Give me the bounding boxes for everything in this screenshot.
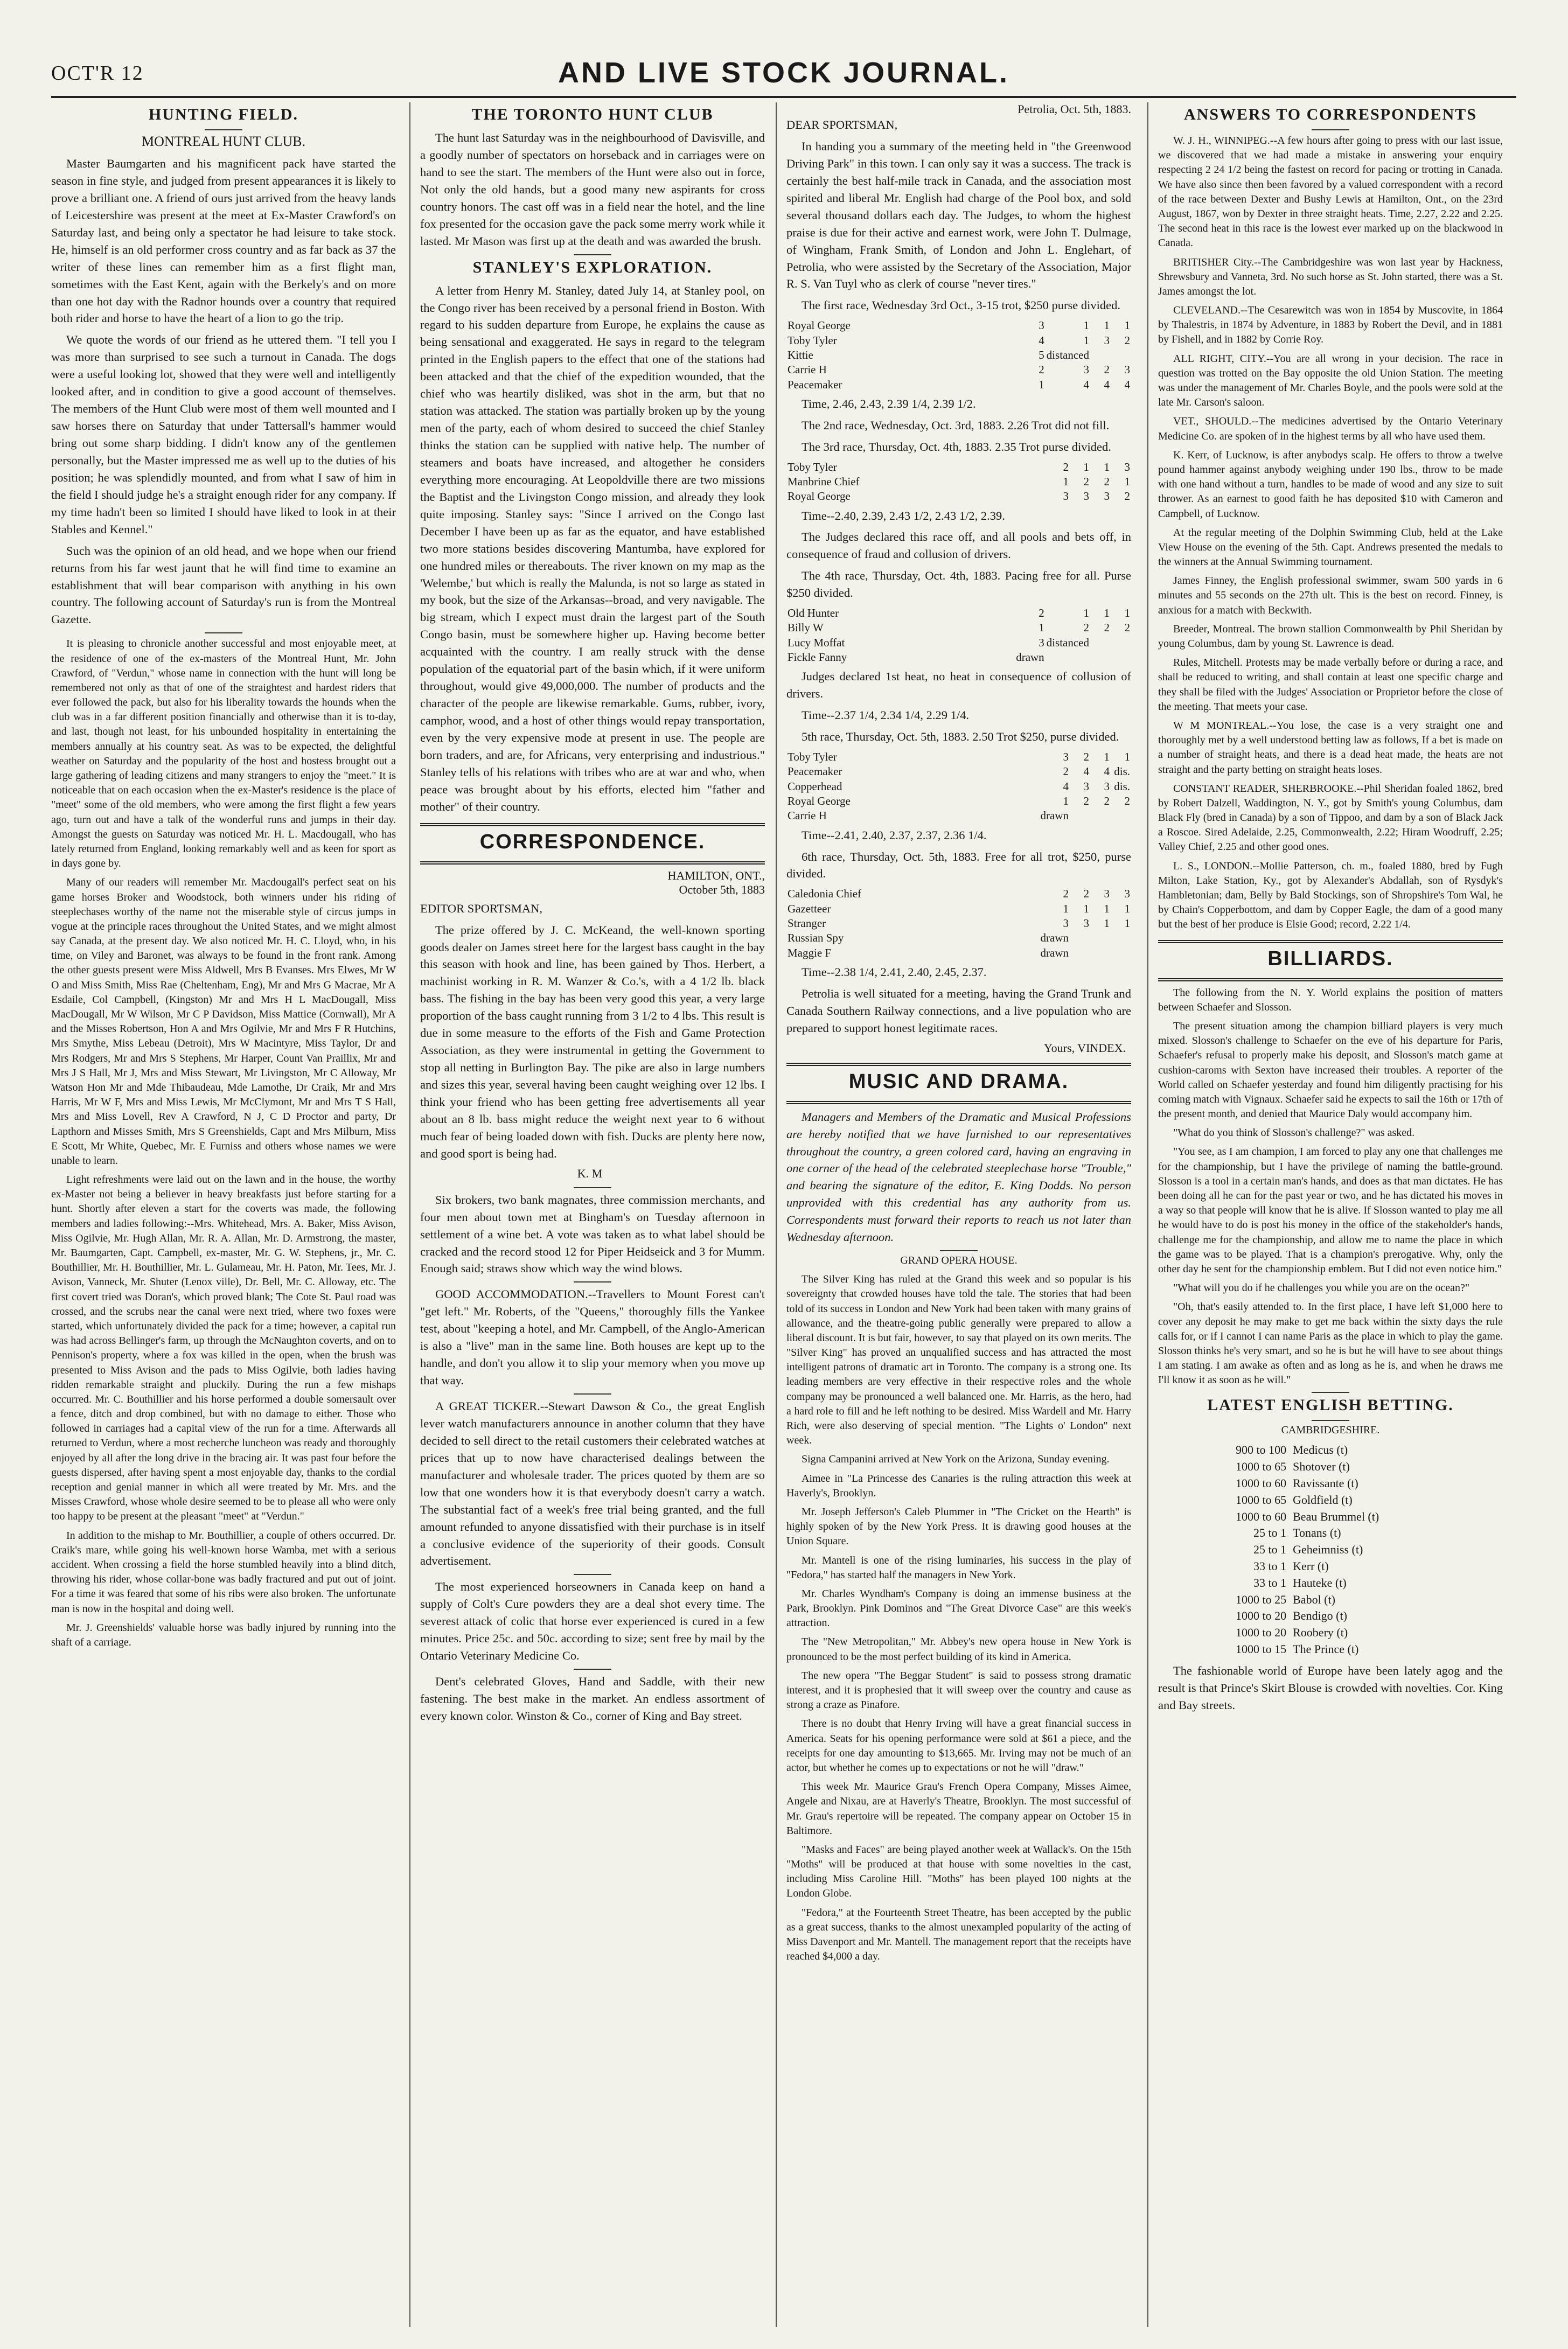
betting-odds: 1000 to 20 bbox=[1236, 1609, 1287, 1623]
heat-result bbox=[1111, 650, 1131, 665]
heat-result: 2 bbox=[1083, 750, 1089, 764]
betting-row bbox=[1158, 1608, 1503, 1625]
billiards-items bbox=[1158, 986, 1503, 1388]
horse-name: Toby Tyler bbox=[788, 750, 837, 764]
paragraph: Dent's celebrated Gloves, Hand and Saddle, with their new fastening. The best make in the market. An endless assortment of every known color. Winston & Co., corner of King and Bay street. bbox=[420, 1675, 765, 1723]
betting-horse: Ravissante (t) bbox=[1293, 1476, 1358, 1490]
heat-result: 3 bbox=[1083, 490, 1089, 503]
paragraph: At the regular meeting of the Dolphin Swimming Club, held at the Lake View House on the evening of the 5th. Capt. Andrews presented the medals to the winners at the Annual Swimming tournament. bbox=[1158, 526, 1503, 568]
heat-result: 1 bbox=[1083, 333, 1089, 347]
race-row bbox=[786, 794, 1131, 808]
betting-horse: Shotover (t) bbox=[1293, 1460, 1350, 1474]
heat-result: 2 bbox=[1104, 621, 1110, 635]
letter-salutation: DEAR SPORTSMAN, bbox=[786, 118, 898, 131]
race-row bbox=[786, 489, 1131, 504]
betting-row bbox=[1158, 1509, 1503, 1525]
paragraph: The fashionable world of Europe have been lately agog and the result is that Prince's Skirt Blouse is crowded with novelties. Cor. King and Bay streets. bbox=[1158, 1663, 1503, 1712]
heat-result: distanced bbox=[1046, 636, 1089, 649]
heat-result: 3 bbox=[1083, 363, 1089, 377]
horse-name: Gazetteer bbox=[788, 902, 831, 915]
paragraph: Mr. J. Greenshields' valuable horse was badly injured by running into the shaft of a carriage. bbox=[51, 1621, 396, 1648]
paragraph: The new opera "The Beggar Student" is said to possess strong dramatic interest, and it is prophesied that it will sweep over the country and cause as strong a craze as Pinafore. bbox=[786, 1669, 1131, 1711]
heat-result: 2 bbox=[1083, 621, 1089, 635]
letter-dateline: Petrolia, Oct. 5th, 1883. bbox=[1018, 102, 1131, 116]
paragraph: CONSTANT READER, SHERBROOKE.--Phil Sheridan foaled 1862, bred by Robert Dalzell, Waddington, N. Y., got by Smith's young Columbus, dam Black Fly (bred in Canada) by a son of Tippoo, and dam by a son of Black Jack a Roscoe. Sired Adelaide, 2.25, Commonwealth, 2.22; Hiram Woodruff, 2.25; Valley Chief, 2.25 and other good ones. bbox=[1158, 782, 1503, 853]
race-intro: 5th race, Thursday, Oct. 5th, 1883. 2.50 Trot $250, purse divided. bbox=[802, 730, 1119, 744]
section-heading-hunting: HUNTING FIELD. bbox=[148, 106, 299, 123]
heat-result: 4 bbox=[1104, 765, 1110, 778]
paragraph: The "New Metropolitan," Mr. Abbey's new opera house in New York is pronounced to be the most perfect building of its kind in America. bbox=[786, 1636, 1131, 1663]
heat-result: 1 bbox=[1124, 475, 1130, 488]
heat-result bbox=[1111, 931, 1131, 945]
heat-result: drawn bbox=[1016, 651, 1044, 664]
betting-odds: 900 to 100 bbox=[1236, 1443, 1287, 1457]
paragraph: Signa Campanini arrived at New York on the Arizona, Sunday evening. bbox=[802, 1453, 1110, 1466]
horse-name: Toby Tyler bbox=[788, 460, 837, 473]
race-intro: The 3rd race, Thursday, Oct. 4th, 1883. 2.35 Trot purse divided. bbox=[802, 440, 1111, 454]
heat-result: drawn bbox=[1040, 931, 1069, 945]
heat-result bbox=[1070, 808, 1090, 823]
paragraph: Six brokers, two bank magnates, three commission merchants, and four men about town met at Bingham's on Tuesday afternoon in settlement of a wine bet. A vote was taken as to what label should be cracked and the record stood 12 for Piper Heidseick and 3 for Mumm. Enough said; straws show which way the wind blows. bbox=[420, 1193, 765, 1275]
race-row bbox=[786, 650, 1131, 665]
heat-result bbox=[1111, 348, 1131, 363]
paragraph: BRITISHER City.--The Cambridgeshire was won last year by Hackness, Shrewsbury and Vanneta, 3rd. No such horse as St. John started, there was a St. James amongst the lot. bbox=[1158, 256, 1503, 297]
section-rule bbox=[786, 1101, 1131, 1104]
section-heading-answers: ANSWERS TO CORRESPONDENTS bbox=[1183, 106, 1478, 123]
heat-result: 2 bbox=[1104, 363, 1110, 377]
heat-result: 1 bbox=[1124, 917, 1130, 930]
heat-result: 3 bbox=[1039, 319, 1044, 332]
heat-result: 4 bbox=[1063, 779, 1069, 793]
heat-result: 3 bbox=[1063, 917, 1069, 930]
paragraph: The following from the N. Y. World explains the position of matters between Schaefer and Slosson. bbox=[1158, 986, 1503, 1013]
horse-name: Copperhead bbox=[788, 779, 842, 793]
race-time: Time--2.37 1/4, 2.34 1/4, 2.29 1/4. bbox=[802, 708, 970, 722]
column-4 bbox=[1158, 102, 1503, 2327]
heat-result: 3 bbox=[1083, 779, 1089, 793]
issue-date: OCT'R 12 bbox=[51, 62, 144, 85]
column-rule bbox=[776, 102, 777, 2327]
letter-date: October 5th, 1883 bbox=[679, 882, 765, 896]
heat-result: 2 bbox=[1039, 363, 1044, 377]
race-row bbox=[786, 378, 1131, 392]
heat-result: 4 bbox=[1124, 378, 1130, 391]
heat-result: 1 bbox=[1124, 319, 1130, 332]
journal-title: AND LIVE STOCK JOURNAL. bbox=[557, 57, 1010, 89]
betting-odds: 1000 to 15 bbox=[1236, 1642, 1287, 1656]
paragraph: A GREAT TICKER.--Stewart Dawson & Co., the great English lever watch manufacturers announce in another column that they have decided to sell direct to the retail customers their celebrated watches at prices that up to now have characterised dealings between the manufacturer and wholesale trader. The prices quoted by them are so low that one wonders how it is that everybody doesn't carry a watch. The substantial fact of a week's free trial being granted, and the full amount refunded to anyone dissatisfied with their purchase is in itself a conclusive evidence of the superiority of their goods. Consult advertisement. bbox=[420, 1399, 765, 1568]
race-intro: The 4th race, Thursday, Oct. 4th, 1883. Pacing free for all. Purse $250 divided. bbox=[786, 569, 1131, 600]
betting-row bbox=[1158, 1625, 1503, 1641]
horse-name: Peacemaker bbox=[788, 378, 842, 391]
race-row bbox=[786, 750, 1131, 764]
betting-horse: Goldfield (t) bbox=[1293, 1493, 1353, 1507]
betting-row bbox=[1158, 1459, 1503, 1475]
divider bbox=[205, 129, 242, 130]
race-time: Time--2.38 1/4, 2.41, 2.40, 2.45, 2.37. bbox=[802, 965, 987, 979]
betting-row bbox=[1158, 1558, 1503, 1575]
column-2 bbox=[420, 102, 765, 2327]
paragraph: CLEVELAND.--The Cesarewitch was won in 1854 by Muscovite, in 1864 by Thalestris, in 1874 by Adventure, in 1883 by Robert the Devil, and in 1881 by Fishell, and in 1882 by Corrie Roy. bbox=[1158, 304, 1503, 346]
heat-result: 1 bbox=[1083, 460, 1089, 473]
heat-result bbox=[1090, 636, 1111, 650]
heat-result: 3 bbox=[1083, 917, 1089, 930]
divider bbox=[574, 1281, 611, 1282]
horse-name: Stranger bbox=[788, 917, 826, 930]
heat-result bbox=[1111, 946, 1131, 960]
section-rule bbox=[1158, 940, 1503, 943]
paragraph: Mr. Charles Wyndham's Company is doing an immense business at the Park, Brooklyn. Pink Dominos and "The Great Divorce Case" are this week's attraction. bbox=[786, 1587, 1131, 1629]
heat-result: 3 bbox=[1124, 887, 1130, 901]
letter-signature: Yours, VINDEX. bbox=[1044, 1041, 1126, 1055]
paragraph: In handing you a summary of the meeting held in "the Greenwood Driving Park" in this town. I can only say it was a success. The track is certainly the best half-mile track in Canada, and the association most spirited and liberal Mr. English had charge of the Pool box, and sold several thousand dollars each day. The Judges, to whom the highest praise is due for their active and earnest work, were John T. Dulmage, of Wingham, Frank Smith, of London and John L. Englehart, of Petrolia, who were assisted by the Secretary of the Association, Major R. S. Van Tuyl who as clerk of course "never tires." bbox=[786, 139, 1131, 291]
betting-horse: Geheimniss (t) bbox=[1293, 1543, 1363, 1557]
race-row bbox=[786, 946, 1131, 960]
race-row bbox=[786, 475, 1131, 489]
heat-result: 4 bbox=[1104, 378, 1110, 391]
horse-name: Royal George bbox=[788, 319, 851, 332]
divider bbox=[574, 1574, 611, 1575]
paragraph: We quote the words of our friend as he uttered them. "I tell you I was more than surprised to see such a turnout in Canada. The dogs were a useful looking lot, showed that they were well and intelligently looked after, and in condition to give a good account of themselves. The members of the Hunt Club were most of them well mounted and I saw horses there on Saturday that under Tattersall's hammer would bring out some sharp bidding. I didn't know any of the gentlemen personally, but the Master impressed me as well up to the duties of his position; he was splendidly mounted, and from what I saw of him in the field I should judge he's a straight enough rider for any company. If my time hadn't been so limited I should have liked to look in at their Stables and Kennel." bbox=[51, 333, 396, 536]
heat-result: 1 bbox=[1063, 475, 1069, 488]
divider bbox=[574, 1187, 611, 1188]
heat-result: 1 bbox=[1124, 750, 1130, 764]
race-results-table bbox=[786, 750, 1131, 823]
paragraph: A letter from Henry M. Stanley, dated July 14, at Stanley pool, on the Congo river has been received by a personal friend in Boston. With regard to his sudden departure from Europe, he explains the cause as being sensational and exaggerated. He says in regard to the telegram printed in the English papers to the effect that one of the stations had been attacked and that the chief of the expedition wounded, that the chief who was heartily disliked, was shot in the arm, but that no station was attacked. The station was partially broken up by the young men of the party, each of whom desired to succeed the chief Stanley thinks the station can be supplied with native help. The number of steamers and boats have increased, and altogether he considers everything more encouraging. At Leopoldville there are two missions the Baptist and the Livingston Congo mission, and already they look quite imposing. Stanley says: "Since I arrived on the Congo last December I have been up as far as the equator, and have established two more stations besides discovering Mantumba, have explored for one hundred miles or thereabouts. The river known on my map as the 'Welembe,' but which is really the Malunda, is not so large as stated in my book, but the size of the Arkansas--broad, and very navigable. The big stream, which I expect must drain the largest part of the South Congo basin, must be somewhere higher up. Having become better acquainted with the country. I am really struck with the dense population of the equatorial part of the basin which, if it were uniform throughout, would give 49,000,000. The number of products and the character of the people are likewise remarkable. Gums, rubber, ivory, camphor, wood, and a host of other things would repay transportation, even by the very expensive mode at present in use. The people are born traders, and are, for Africans, very enterprising and industrious." Stanley tells of his relations with tribes who are at war and who, when peace was brought about by his efforts, elected him "father and mother" of their country. bbox=[420, 283, 765, 813]
heat-result: 4 bbox=[1083, 378, 1089, 391]
paragraph: VET., SHOULD.--The medicines advertised by the Ontario Veterinary Medicine Co. are spoken of in the highest terms by all who have used them. bbox=[1158, 415, 1503, 442]
heat-result: 4 bbox=[1083, 765, 1089, 778]
heat-result bbox=[1111, 808, 1131, 823]
section-rule bbox=[420, 861, 765, 865]
betting-row bbox=[1158, 1641, 1503, 1658]
race-results-table bbox=[786, 318, 1131, 392]
paragraph: The Judges declared this race off, and all pools and bets off, in consequence of fraud and collusion of drivers. bbox=[786, 530, 1131, 561]
column-rule bbox=[409, 102, 410, 2327]
section-heading-betting: LATEST ENGLISH BETTING. bbox=[1207, 1396, 1454, 1414]
race-time: Time, 2.46, 2.43, 2.39 1/4, 2.39 1/2. bbox=[802, 396, 976, 410]
paragraph: Breeder, Montreal. The brown stallion Commonwealth by Phil Sheridan by young Columbus, dam by young St. Lawrence is dead. bbox=[1158, 623, 1503, 650]
betting-horse: Bendigo (t) bbox=[1293, 1609, 1347, 1623]
divider bbox=[574, 254, 611, 255]
paragraph: The most experienced horseowners in Canada keep on hand a supply of Colt's Cure powders they are a deal shot every time. The severest attack of colic that horse ever experienced is cured in a few minutes. Price 25c. and 50c. according to size; sent free by mail by the Ontario Veterinary Medicine Co. bbox=[420, 1580, 765, 1663]
race-row bbox=[786, 887, 1131, 901]
heat-result: 1 bbox=[1104, 607, 1110, 620]
race-row bbox=[786, 606, 1131, 621]
heat-result: 2 bbox=[1063, 765, 1069, 778]
paragraph: Rules, Mitchell. Protests may be made verbally before or during a race, and shall be reduced to writing, and shall contain at least one specific charge and they shall be filed with the Judges' Association or Proprietor before the close of the meeting. That meets your case. bbox=[1158, 657, 1503, 713]
heat-result: 2 bbox=[1039, 607, 1044, 620]
paragraph: "What will you do if he challenges you while you are on the ocean?" bbox=[1173, 1282, 1470, 1294]
betting-horse: The Prince (t) bbox=[1293, 1642, 1359, 1656]
race-row bbox=[786, 363, 1131, 377]
heat-result: 5 bbox=[1039, 348, 1044, 361]
heat-result: 3 bbox=[1104, 779, 1110, 793]
paragraph: "What do you think of Slosson's challenge?" was asked. bbox=[1173, 1127, 1415, 1139]
race-intro: 6th race, Thursday, Oct. 5th, 1883. Free for all trot, $250, purse divided. bbox=[786, 849, 1131, 881]
betting-odds: 1000 to 20 bbox=[1236, 1626, 1287, 1640]
betting-odds: 1000 to 25 bbox=[1236, 1592, 1287, 1606]
paragraph: W M MONTREAL.--You lose, the case is a very straight one and thoroughly met by a well understood betting law as follows, If a bet is made on a number of straight heats, and there is a dead heat made, the heats are not straight and the party betting on straight heats loses. bbox=[1158, 719, 1503, 776]
betting-row bbox=[1158, 1442, 1503, 1459]
race-row bbox=[786, 916, 1131, 931]
answers-list bbox=[1158, 134, 1503, 932]
subheading-grand-opera: GRAND OPERA HOUSE. bbox=[900, 1254, 1018, 1267]
heat-result: 3 bbox=[1104, 490, 1110, 503]
race-intro: The first race, Wednesday 3rd Oct., 3-15 trot, $250 purse divided. bbox=[802, 298, 1120, 312]
heat-result: 3 bbox=[1039, 636, 1044, 649]
heat-result bbox=[1090, 348, 1111, 363]
horse-name: Caledonia Chief bbox=[788, 887, 862, 901]
horse-name: Manbrine Chief bbox=[788, 475, 860, 488]
horse-name: Billy W bbox=[788, 621, 824, 635]
paragraph: "You see, as I am champion, I am forced to play any one that challenges me for the championship, but I have the privilege of naming the battle-ground. Slosson is a tool in a certain man's hands, and does as that man dictates. He has been doing all he can for the past year or two, and he has dictated his moves in a way so that people will know that he is alive. If Slosson wanted to play me all he would have to do is post his money in the office of the stakeholder's hands, challenge me for the championship, and allow me to name the place in which the game was to be played. That is a champion's prerogative. Why, only the other day he sent for the championship emblem. But I did not even notice him." bbox=[1158, 1146, 1503, 1275]
heat-result: 2 bbox=[1124, 621, 1130, 635]
betting-row bbox=[1158, 1475, 1503, 1492]
heat-result: 1 bbox=[1104, 319, 1110, 332]
heat-result: 3 bbox=[1063, 750, 1069, 764]
heat-result: 3 bbox=[1104, 333, 1110, 347]
betting-row bbox=[1158, 1592, 1503, 1608]
betting-odds: 1000 to 65 bbox=[1236, 1460, 1287, 1474]
race-row bbox=[786, 348, 1131, 363]
divider bbox=[1312, 1420, 1349, 1421]
betting-odds: 33 to 1 bbox=[1253, 1576, 1287, 1590]
section-rule bbox=[786, 1063, 1131, 1066]
heat-result: 2 bbox=[1063, 887, 1069, 901]
column-3 bbox=[786, 102, 1131, 2327]
section-rule bbox=[420, 823, 765, 826]
heat-result: 3 bbox=[1104, 887, 1110, 901]
heat-result: 1 bbox=[1083, 319, 1089, 332]
heat-result: 1 bbox=[1104, 460, 1110, 473]
heat-result: dis. bbox=[1114, 779, 1130, 793]
horse-name: Peacemaker bbox=[788, 765, 842, 778]
horse-name: Carrie H bbox=[788, 809, 827, 823]
heat-result: 2 bbox=[1124, 333, 1130, 347]
section-heading-correspondence: CORRESPONDENCE. bbox=[479, 830, 706, 853]
horse-name: Old Hunter bbox=[788, 607, 839, 620]
betting-horse: Beau Brummel (t) bbox=[1293, 1509, 1379, 1523]
horse-name: Carrie H bbox=[788, 363, 827, 377]
paragraph: K. Kerr, of Lucknow, is after anybodys scalp. He offers to throw a twelve pound hammer against anybody weighing under 190 lbs., throw to be made with one hand without a turn, handles to be made of wood and any size to suit thrower. As an earnest to good faith he has deposited $10 with Cameron and Campbell, of Lucknow. bbox=[1158, 449, 1503, 520]
heat-result bbox=[1046, 650, 1090, 665]
heat-result bbox=[1090, 946, 1111, 960]
paragraph: W. J. H., WINNIPEG.--A few hours after going to press with our last issue, we discovered that we had made a mistake in answering your enquiry respecting 2 24 1/2 being the fastest on record for pacing or trotting in Canada. We have also since then been favored by a valued correspondent with a record of the race between Dexter and Bushy Lewis at Hamilton, Ont., on the 23rd August, 1867, won by Dexter in three straight heats. Time, 2.27, 2.22 and 2.25. The second heat in this race is the lowest ever marked up on the blackwood in Canada. bbox=[1158, 135, 1503, 249]
paragraph: Aimee in "La Princesse des Canaries is the ruling attraction this week at Haverly's, Brooklyn. bbox=[786, 1472, 1131, 1499]
music-items bbox=[786, 1272, 1131, 1964]
paragraph: Mr. Mantell is one of the rising luminaries, his success in the play of "Fedora," has started half the managers in New York. bbox=[786, 1554, 1131, 1581]
paragraph: GOOD ACCOMMODATION.--Travellers to Mount Forest can't "get left." Mr. Roberts, of the "Queens," thoroughly fills the Yankee test, about "keeping a hotel, and Mr. Campbell, of the Anglo-American is also a "live" man in the same line. Both houses are kept up to the handle, and don't you allow it to slip your memory when you move up that way. bbox=[420, 1287, 765, 1388]
heat-result: drawn bbox=[1040, 809, 1069, 823]
betting-horse: Hauteke (t) bbox=[1293, 1576, 1347, 1590]
horse-name: Fickle Fanny bbox=[788, 651, 847, 664]
race-row bbox=[786, 636, 1131, 650]
notice-paragraph: Managers and Members of the Dramatic and Musical Professions are hereby notified that we have furnished to our representatives throughout the country, a green colored card, having an engraving in one corner of the head of the celebrated steeplechase horse "Trouble," and bearing the signature of the editor, E. King Dodds. No person unprovided with this credential has any authority from us. Correspondents must forward their reports to reach us not later than Wednesday afternoon. bbox=[786, 1110, 1131, 1244]
race-time: Time--2.40, 2.39, 2.43 1/2, 2.43 1/2, 2.39. bbox=[802, 508, 1005, 522]
betting-odds: 1000 to 60 bbox=[1236, 1509, 1287, 1523]
paragraph: Such was the opinion of an old head, and we hope when our friend returns from his far west jaunt that he will find time to examine an establishment that will bear comparison with anything in his own country. The following account of Saturday's run is from the Montreal Gazette. bbox=[51, 543, 396, 626]
masthead bbox=[51, 54, 1516, 92]
paragraph: Mr. Joseph Jefferson's Caleb Plummer in "The Cricket on the Hearth" is highly spoken of by the New York Press. It is drawing good houses at the Union Square. bbox=[786, 1505, 1131, 1548]
heat-result: 2 bbox=[1083, 794, 1089, 808]
divider bbox=[574, 1669, 611, 1670]
heat-result: 2 bbox=[1124, 794, 1130, 808]
betting-horse: Roobery (t) bbox=[1293, 1626, 1348, 1640]
race-row bbox=[786, 621, 1131, 635]
paragraph: ALL RIGHT, CITY.--You are all wrong in your decision. The race in question was trotted on the Bay opposite the old Union Station. The meeting was under the management of Mr. Charles Boyle, and the pools were sold at the late Mr. Carson's saloon. bbox=[1158, 352, 1503, 409]
heat-result: 4 bbox=[1039, 333, 1044, 347]
heat-result: 3 bbox=[1124, 363, 1130, 377]
race-results-table bbox=[786, 606, 1131, 665]
betting-odds: 33 to 1 bbox=[1253, 1559, 1287, 1573]
heat-result: 2 bbox=[1063, 460, 1069, 473]
heat-result: 2 bbox=[1083, 475, 1089, 488]
betting-horse: Kerr (t) bbox=[1293, 1559, 1329, 1573]
race-results-table bbox=[786, 460, 1131, 504]
heat-result bbox=[1090, 931, 1111, 945]
divider bbox=[940, 1250, 978, 1251]
letter-signature: K. M bbox=[577, 1166, 603, 1180]
paragraph: The Silver King has ruled at the Grand this week and so popular is his sovereignty that crowded houses have told the tale. The stories that had been told of its success in London and New York had been taken with many grains of allowance, and the theatre-going public generally were prepared to allow a liberal discount. It is but fair, however, to say that played on its own merits. The "Silver King" has proved an unqualified success and has attracted the most intelligent patrons of dramatic art in Toronto. The company is a strong one. Its leading members are very effective in their respective roles and the whole company may be pronounced a well balanced one. Mr. Harris, as the hero, had a hard role to fill and he left nothing to be desired. Miss Wardell and Mr. Harry Rich, were also deserving of special mention. "The Lights o' London" next week. bbox=[786, 1273, 1131, 1447]
race-row bbox=[786, 764, 1131, 779]
race-row bbox=[786, 318, 1131, 333]
heat-result: 1 bbox=[1104, 902, 1110, 915]
paragraph: "Fedora," at the Fourteenth Street Theatre, has been accepted by the public as a great success, thanks to the almost unexampled popularity of the acting of Miss Davenport and Mr. Mantell. The management report that the receipts have reached $4,000 a day. bbox=[786, 1906, 1131, 1963]
paragraph: There is no doubt that Henry Irving will have a great financial success in America. Seats for his opening performance were sold at $61 a piece, and the receipts for one day amounting to $13,665. Mr. Irving may not be much of an actor, but whether he comes up to expectations or not he will "draw." bbox=[786, 1718, 1131, 1774]
paragraph: It is pleasing to chronicle another successful and most enjoyable meet, at the residence of one of the ex-masters of the Montreal Hunt, Mr. John Crawford, of "Verdun," whose name in connection with the hunt will long be remembered not only as that of one of the straightest and hardest riders that ever followed the pack, but also for his liberality towards the hounds when the club was in a far different position financially and otherwise than it is to-day, and last, though not least, for his unbounded hospitality in entertaining the members annually at his country seat. As was to be expected, the delightful weather on Saturday and the popularity of the host and hostess brought out a large gathering of leading citizens and many strangers to enjoy the "meet." It is noticeable that on each occasion when the ex-Master's residence is the place of "meet" some of the old members, who were among the first flight a few years ago, turn out and have a talk of the wonderful runs and jumps in their day. Amongst the guests on Saturday was noticed Mr. H. L. Macdougall, who has lately returned from England, looking remarkably well and as keen for sport as in days gone by. bbox=[51, 638, 396, 870]
column-1 bbox=[51, 102, 396, 2327]
paragraph: The present situation among the champion billiard players is very much mixed. Slosson's challenge to Schaefer on the eve of his departure for Paris, Schaefer's refusal to properly make his deposit, and Slosson's match game at cushion-caroms with Sexton have increased their troubles. A reporter of the World called on Schaefer yesterday and found him diligently practising for his coming match with Vignaux. Schaefer said he expects to sail the 16th or 17th of the present month, and denied that Maurice Daly would accompany him. bbox=[1158, 1020, 1503, 1120]
article-title-montreal-hunt: MONTREAL HUNT CLUB. bbox=[141, 134, 306, 149]
paragraph: In addition to the mishap to Mr. Bouthillier, a couple of others occurred. Dr. Craik's mare, while going his well-known horse Wamba, met with a serious accident. When crossing a field the horse stumbled heavily into a blind ditch, throwing his rider, whose collar-bone was badly fractured and put out of joint. For a time it was feared that some of his ribs were also broken. The unfortunate man is now in the hospital and doing well. bbox=[51, 1529, 396, 1615]
heat-result: 1 bbox=[1104, 917, 1110, 930]
divider bbox=[574, 1393, 611, 1395]
heat-result bbox=[1070, 946, 1090, 960]
heat-result: 1 bbox=[1124, 607, 1130, 620]
masthead-rule bbox=[51, 96, 1516, 98]
race-results-table bbox=[786, 887, 1131, 960]
heat-result: dis. bbox=[1114, 765, 1130, 778]
divider bbox=[205, 632, 242, 633]
article-title-stanley: STANLEY'S EXPLORATION. bbox=[472, 258, 713, 276]
heat-result: 1 bbox=[1083, 902, 1089, 915]
heat-result: 2 bbox=[1104, 794, 1110, 808]
heat-result: 2 bbox=[1083, 887, 1089, 901]
paragraph: The hunt last Saturday was in the neighbourhood of Davisville, and a goodly number of spectators on horseback and in carriages were on hand to see the start. The members of the Hunt were also out in force, Not only the old hands, but a good many new aspirants for cross country honors. The cast off was in a field near the hotel, and the line fox presented for the occasion gave the pack some merry work while it lasted. Mr Mason was first up at the death and was awarded the brush. bbox=[420, 131, 765, 248]
race-row bbox=[786, 779, 1131, 794]
betting-horse: Babol (t) bbox=[1293, 1592, 1335, 1606]
divider bbox=[1312, 129, 1349, 130]
heat-result: drawn bbox=[1040, 946, 1069, 959]
race-row bbox=[786, 931, 1131, 945]
letter-place: HAMILTON, ONT., bbox=[667, 868, 765, 882]
paragraph: "Oh, that's easily attended to. In the first place, I have left $1,000 here to cover any deposit he may make to get me back within the sixty days the rule calls for, or if I cannot I can name Paris as the place in which to play the game. Slosson thinks he's very smart, and so he is but he will have to see about things I am stating. I am awake as often and as long as he is, and when he draws me I'll know it as soon as he will." bbox=[1158, 1301, 1503, 1386]
horse-name: Maggie F bbox=[788, 946, 832, 959]
heat-result: 1 bbox=[1039, 378, 1044, 391]
horse-name: Lucy Moffat bbox=[788, 636, 845, 649]
paragraph: Many of our readers will remember Mr. Macdougall's perfect seat on his game horses Broker and Woodstock, both winners under his riding of steeplechases worthy of the name not the miserable style of circus jumps in vogue at the principle races throughout the United States, and we might almost say Canada, at the present day. We also noticed Mr. H. C. Lloyd, who, in his time, on Viley and Baronet, was always to be found in the front rank. Among the other guests present were Miss Aldwell, Mrs B Evanses. Mrs Elwes, Mr W O and Miss Smith, Miss Rae (Cheltenham, Eng), Mr and Mrs G Macrae, Mr A Esdaile, Col Campbell, (Kingston) Mr and Mrs H L MacDougall, Miss MacDougall, Mr W Wilson, Mr C P Davidson, Miss Mattice (Cornwall), Mr A and the Misses Robertson, Hon A and Mrs Ogilvie, Mr and Mrs F R Hutchins, Mrs Smythe, Miss Lebeau (Detroit), Mrs W Macintyre, Miss Taylor, Dr and Mrs Rodgers, Mr and Mrs S Stephens, Mr Harper, Count Van Praillix, Mr and Mrs J S Hall, Mr J, Mrs and Miss Stewart, Mr Livingston, Mr C Alloway, Mr Watson Hon Mr and Mde Thibaudeau, Mde Lamothe, Dr Craik, Mr and Mrs Harris, Mr W F, Mrs and Miss Lewis, Mr McClymont, Mr and Mrs T S Hall, Mrs and Miss Lovell, Rev A Crawford, N J, C D Proctor and party, Dr Lapthorn and Misses Smith, Mrs S Greenshields, Capt and Mrs Milburn, Miss E Scott, Mr White, Quebec, Mr. E Furniss and others whose names we were unable to learn. bbox=[51, 876, 396, 1167]
paragraph: L. S., LONDON.--Mollie Patterson, ch. m., foaled 1880, bred by Fugh Milton, Lake Station, Ky., got by Alexander's Abdallah, son of Rysdyk's Hambletonian; dam, Belly by Bald Stockings, son of Shropshire's Tom Wal, he by Chain's Copperbottom, and dam by Copper Eagle, the dam of a good many but the best of her produce is Elsie Good; record, 2.22 1/4. bbox=[1158, 860, 1503, 931]
paragraph: "Masks and Faces" are being played another week at Wallack's. On the 15th "Moths" will be produced at that house with some novelties in the cast, including Miss Caroline Hill. "Moths" has been played 100 nights at the London Globe. bbox=[786, 1843, 1131, 1900]
paragraph: Light refreshments were laid out on the lawn and in the house, the worthy ex-Master not being a believer in heavy breakfasts just before starting for a hunt. Shortly after eleven a start for the coverts was made, the following members and ladies following:--Mrs. Whitehead, Mrs. A. Baker, Miss Avison, Miss Ogilvie, Mr. Hugh Allan, Mr. R. A. Allan, Mr. D. Armstrong, the master, Mr. Baumgarten, Capt. Campbell, ex-master, Mr. G. W. Stephens, jr., Mr. C. Bouthillier, Mr. H. Bouthillier, Mr. L. Gulameau, Mr. H. Paton, Mr. Tees, Mr. J. Avison, Vanneck, Mr. Shuter (Lenox ville), Dr. Bell, Mr. C. Alloway, etc. The first covert tried was Doran's, which proved blank; The Cote St. Paul road was crossed, and the scrubs near the canal were next tried, where two foxes were started, which unfortunately divided the pack for a time; however, a capital run was had across Bellinger's farm, up through the McNaughton coverts, and on to Pennison's property, where a fox was killed in the open, when the brush was presented to Miss Avison and the pads to Miss Ogilvie, both ladies having ridden remarkable straight and pluckily. During the run a few mishaps occurred. Mr. C. Bouthillier and his horse performed a double somersault over a fence, ditch and drop combined, but with no damage to either. Those who followed in carriages had a capital view of the run for a time. Afterwards all returned to Verdun, where a most recherche luncheon was ready and thoroughly enjoyed by all after the long drive in the bracing air. It was past four before the guests dispersed, after having spent a most enjoyable day, thanks to the cordial reception and genial manner in which all were treated by Mr. Mrs. and the Misses Crawford, whose whole desire seemed to be to please all who were only too happy to be present at the pleasant "meet" at "Verdun." bbox=[51, 1174, 396, 1523]
heat-result: 1 bbox=[1063, 794, 1069, 808]
heat-result bbox=[1111, 636, 1131, 650]
betting-odds: 25 to 1 bbox=[1253, 1543, 1287, 1557]
heat-result bbox=[1070, 931, 1090, 945]
betting-odds: 25 to 1 bbox=[1253, 1526, 1287, 1540]
heat-result bbox=[1090, 808, 1111, 823]
betting-horse: Tonans (t) bbox=[1293, 1526, 1341, 1540]
betting-odds: 1000 to 65 bbox=[1236, 1493, 1287, 1507]
heat-result: 2 bbox=[1104, 475, 1110, 488]
horse-name: Kittie bbox=[788, 348, 813, 361]
divider bbox=[1312, 1392, 1349, 1393]
betting-horse: Medicus (t) bbox=[1293, 1443, 1348, 1457]
race-row bbox=[786, 902, 1131, 916]
horse-name: Toby Tyler bbox=[788, 333, 837, 347]
heat-result: 2 bbox=[1124, 490, 1130, 503]
paragraph: Judges declared 1st heat, no heat in consequence of collusion of drivers. bbox=[786, 670, 1131, 701]
heat-result: 3 bbox=[1124, 460, 1130, 473]
subheading-cambridgeshire: CAMBRIDGESHIRE. bbox=[1281, 1424, 1380, 1437]
betting-row bbox=[1158, 1525, 1503, 1542]
paragraph: The prize offered by J. C. McKeand, the well-known sporting goods dealer on James street here for the largest bass caught in the bay this season with hook and line, has been gained by Thos. Herbert, a machinist working in R. M. Wanzer & Co.'s, with a 4 1/2 lb. black bass. The fishing in the bay has been very good this year, a very large proportion of the bass caught running from 3 1/2 to 4 lbs. This result is due in some measure to the efforts of the Fish and Game Protection Association, as they were instrumental in getting the Government to stop all netting in Burlington Bay. The pike are also in large numbers and sizes this year, several having been caught weighing over 12 lbs. I think your friend who has been getting free advertisements all year about an 8 lb. bass might reduce the weight next year to 6 without much fear of being loaded down with fish. Ducks are plenty here now, and good sport is being had. bbox=[420, 923, 765, 1160]
heat-result: distanced bbox=[1046, 348, 1089, 361]
betting-table bbox=[1158, 1442, 1503, 1657]
article-title-toronto-hunt: THE TORONTO HUNT CLUB bbox=[471, 106, 714, 123]
paragraph: Master Baumgarten and his magnificent pack have started the season in fine style, and judged from present appearances it is likely to prove a brilliant one. A friend of ours just arrived from the heavy lands of Leicestershire was present at the meet at Ex-Master Crawford's on Saturday last, and being only a spectator he had leisure to take stock. He, himself is an old performer cross country and as far back as 37 the writer of these lines can remember him as a first flight man, sometimes with the East Kent, again with the Berkely's and on more than one hot day with the Radnor hounds over a country that required both rider and horse to have the heart of a lion to go the trip. bbox=[51, 157, 396, 325]
horse-name: Royal George bbox=[788, 794, 851, 808]
paragraph: James Finney, the English professional swimmer, swam 500 yards in 6 minutes and 55 seconds on the 27th ult. This is the best on record. Finney, is anxious for a match with Beckwith. bbox=[1158, 575, 1503, 616]
betting-row bbox=[1158, 1492, 1503, 1509]
paragraph: This week Mr. Maurice Grau's French Opera Company, Misses Aimee, Angele and Nixau, are at Haverly's Theatre, Brooklyn. The most successful of Mr. Grau's repertoire will be repeated. The company appear on October 15 in Baltimore. bbox=[786, 1781, 1131, 1837]
race-row bbox=[786, 808, 1131, 823]
section-heading-music: MUSIC AND DRAMA. bbox=[848, 1070, 1069, 1093]
race-row bbox=[786, 333, 1131, 348]
heat-result: 1 bbox=[1039, 621, 1044, 635]
heat-result: 1 bbox=[1063, 902, 1069, 915]
betting-row bbox=[1158, 1575, 1503, 1592]
heat-result: 1 bbox=[1124, 902, 1130, 915]
section-rule bbox=[1158, 978, 1503, 981]
heat-result: 1 bbox=[1083, 607, 1089, 620]
betting-row bbox=[1158, 1542, 1503, 1558]
race-time: Time--2.41, 2.40, 2.37, 2.37, 2.36 1/4. bbox=[802, 828, 987, 842]
paragraph: Petrolia is well situated for a meeting, having the Grand Trunk and Canada Southern Railway connections, and a live population who are prepared to support honest legitimate races. bbox=[786, 986, 1131, 1035]
letter-salutation: EDITOR SPORTSMAN, bbox=[420, 901, 543, 915]
race-row bbox=[786, 460, 1131, 475]
section-heading-billiards: BILLIARDS. bbox=[1267, 947, 1393, 970]
column-rule bbox=[1147, 102, 1148, 2327]
heat-result: 3 bbox=[1063, 490, 1069, 503]
betting-odds: 1000 to 60 bbox=[1236, 1476, 1287, 1490]
race-intro: The 2nd race, Wednesday, Oct. 3rd, 1883. 2.26 Trot did not fill. bbox=[802, 418, 1110, 432]
horse-name: Russian Spy bbox=[788, 931, 844, 945]
heat-result: 1 bbox=[1104, 750, 1110, 764]
heat-result bbox=[1090, 650, 1111, 665]
horse-name: Royal George bbox=[788, 490, 851, 503]
